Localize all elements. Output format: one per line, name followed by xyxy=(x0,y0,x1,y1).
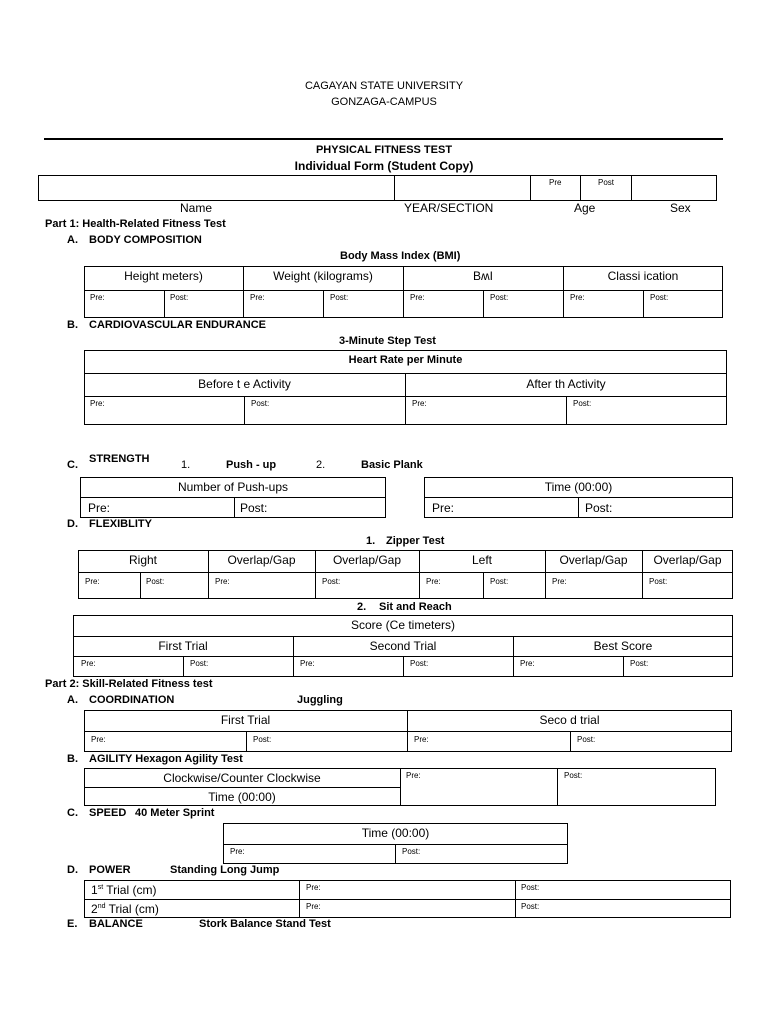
sex-label: Sex xyxy=(670,201,691,215)
pre-label: Pre: xyxy=(410,293,425,302)
section-c-letter: C. xyxy=(67,459,78,471)
pre-label: Pre: xyxy=(250,293,265,302)
heart-rate-header: Heart Rate per Minute xyxy=(348,354,463,366)
pre-label: Pre: xyxy=(552,577,567,586)
section-a-letter: A. xyxy=(67,234,78,246)
sit-reach-score-header: Score (Ce timeters) xyxy=(350,618,456,632)
student-info-box xyxy=(38,175,717,201)
zipper-col-overlap: Overlap/Gap xyxy=(332,553,402,567)
pre-label: Pre: xyxy=(414,735,429,744)
plank-pre-label: Pre: xyxy=(432,501,455,515)
before-activity-col: Before t e Activity xyxy=(198,377,291,391)
post-label: Post: xyxy=(322,577,341,586)
pre-label: Pre: xyxy=(81,659,96,668)
post-label: Post: xyxy=(521,902,540,911)
pre-label: Pre: xyxy=(85,577,100,586)
pushups-header: Number of Push-ups xyxy=(177,480,289,494)
part2-b-letter: B. xyxy=(67,753,78,765)
bmi-col-weight: Weight (kilograms) xyxy=(273,269,373,283)
speed-time-header: Time (00:00) xyxy=(361,826,430,840)
zipper-col-overlap: Overlap/Gap xyxy=(227,553,296,567)
post-label: Post: xyxy=(573,399,592,408)
step-test-title: 3-Minute Step Test xyxy=(339,335,436,347)
part2-c-letter: C. xyxy=(67,807,78,819)
juggling-first-trial: First Trial xyxy=(220,713,271,727)
pre-label: Pre: xyxy=(91,735,106,744)
post-label: Post: xyxy=(521,883,540,892)
bmi-col-classification: Classi ication xyxy=(607,269,679,283)
post-label: Post: xyxy=(251,399,270,408)
age-label: Age xyxy=(574,201,596,215)
cardio-title: CARDIOVASCULAR ENDURANCE xyxy=(89,319,267,331)
post-label: Post: xyxy=(650,293,669,302)
flexibility-title: FLEXIBLITY xyxy=(89,518,152,530)
post-label: Post: xyxy=(410,659,429,668)
post-label: Post: xyxy=(253,735,272,744)
bmi-test-title: Body Mass Index (BMI) xyxy=(340,250,461,262)
form-title: PHYSICAL FITNESS TEST xyxy=(315,144,453,156)
bmi-col-height: Height meters) xyxy=(124,269,203,283)
university-name: CAGAYAN STATE UNIVERSITY xyxy=(304,80,464,92)
pre-label: Pre: xyxy=(215,577,230,586)
zipper-col-left: Left xyxy=(471,553,492,567)
form-subtitle: Individual Form (Student Copy) xyxy=(294,159,474,173)
age-pre-label: Pre xyxy=(549,178,562,187)
pre-label: Pre: xyxy=(300,659,315,668)
second-trial-col: Second Trial xyxy=(369,639,437,653)
zipper-number: 1. xyxy=(366,535,376,547)
header-rule xyxy=(44,138,723,140)
agility-time-row: Time (00:00) xyxy=(208,790,276,804)
power-trial-2-label: 2nd Trial (cm) xyxy=(91,902,159,916)
post-label: Post: xyxy=(190,659,209,668)
long-jump-title: Standing Long Jump xyxy=(170,864,280,876)
body-composition-title: BODY COMPOSITION xyxy=(89,234,202,246)
zipper-col-overlap: Overlap/Gap xyxy=(653,553,722,567)
post-label: Post: xyxy=(490,577,509,586)
zipper-title: Zipper Test xyxy=(386,535,445,547)
pre-label: Pre: xyxy=(90,399,105,408)
plank-number: 2. xyxy=(316,459,326,471)
post-label: Post: xyxy=(402,847,421,856)
post-label: Post: xyxy=(490,293,509,302)
juggling-second-trial: Seco d trial xyxy=(539,713,600,727)
part2-d-letter: D. xyxy=(67,864,78,876)
after-activity-col: After th Activity xyxy=(526,377,606,391)
pushup-post-label: Post: xyxy=(240,501,268,515)
post-label: Post: xyxy=(577,735,596,744)
pre-label: Pre: xyxy=(306,883,321,892)
part2-title: Part 2: Skill-Related Fitness test xyxy=(45,678,213,690)
campus-name: GONZAGA-CAMPUS xyxy=(331,96,437,108)
balance-title: BALANCE xyxy=(89,918,143,930)
sit-reach-number: 2. xyxy=(357,601,367,613)
post-label: Post: xyxy=(330,293,349,302)
first-trial-col: First Trial xyxy=(158,639,208,653)
plank-time-header: Time (00:00) xyxy=(544,480,613,494)
zipper-col-right: Right xyxy=(128,553,157,567)
pre-label: Pre: xyxy=(520,659,535,668)
post-label: Post: xyxy=(170,293,189,302)
strength-title: STRENGTH xyxy=(89,453,150,465)
stork-balance-title: Stork Balance Stand Test xyxy=(199,918,331,930)
part1-title: Part 1: Health-Related Fitness Test xyxy=(45,218,226,230)
post-label: Post: xyxy=(564,771,583,780)
plank-title: Basic Plank xyxy=(361,459,423,471)
post-label: Post: xyxy=(630,659,649,668)
plank-post-label: Post: xyxy=(585,501,613,515)
coordination-title: COORDINATION xyxy=(89,694,175,706)
year-section-label: YEAR/SECTION xyxy=(404,201,494,215)
section-d-letter: D. xyxy=(67,518,78,530)
pushup-title: Push - up xyxy=(226,459,277,471)
pre-label: Pre: xyxy=(570,293,585,302)
agility-title: AGILITY Hexagon Agility Test xyxy=(89,753,243,765)
pre-label: Pre: xyxy=(230,847,245,856)
name-label: Name xyxy=(180,201,213,215)
pushup-number: 1. xyxy=(181,459,191,471)
best-score-col: Best Score xyxy=(593,639,653,653)
post-label: Post: xyxy=(649,577,668,586)
post-label: Post: xyxy=(146,577,165,586)
juggling-title: Juggling xyxy=(297,694,343,706)
bmi-col-bmi: BʍI xyxy=(472,269,493,283)
pushup-pre-label: Pre: xyxy=(88,501,111,515)
age-post-label: Post xyxy=(598,178,615,187)
power-title: POWER xyxy=(89,864,131,876)
power-trial-1-label: 1st Trial (cm) xyxy=(91,883,157,897)
zipper-col-overlap: Overlap/Gap xyxy=(559,553,628,567)
sprint-title: 40 Meter Sprint xyxy=(135,807,215,819)
pre-label: Pre: xyxy=(426,577,441,586)
section-b-letter: B. xyxy=(67,319,78,331)
pre-label: Pre: xyxy=(406,771,421,780)
speed-title: SPEED xyxy=(89,807,127,819)
pre-label: Pre: xyxy=(306,902,321,911)
part2-e-letter: E. xyxy=(67,918,78,930)
sit-reach-title: Sit and Reach xyxy=(379,601,452,613)
pre-label: Pre: xyxy=(90,293,105,302)
part2-a-letter: A. xyxy=(67,694,78,706)
pre-label: Pre: xyxy=(412,399,427,408)
agility-direction-row: Clockwise/Counter Clockwise xyxy=(163,771,321,785)
